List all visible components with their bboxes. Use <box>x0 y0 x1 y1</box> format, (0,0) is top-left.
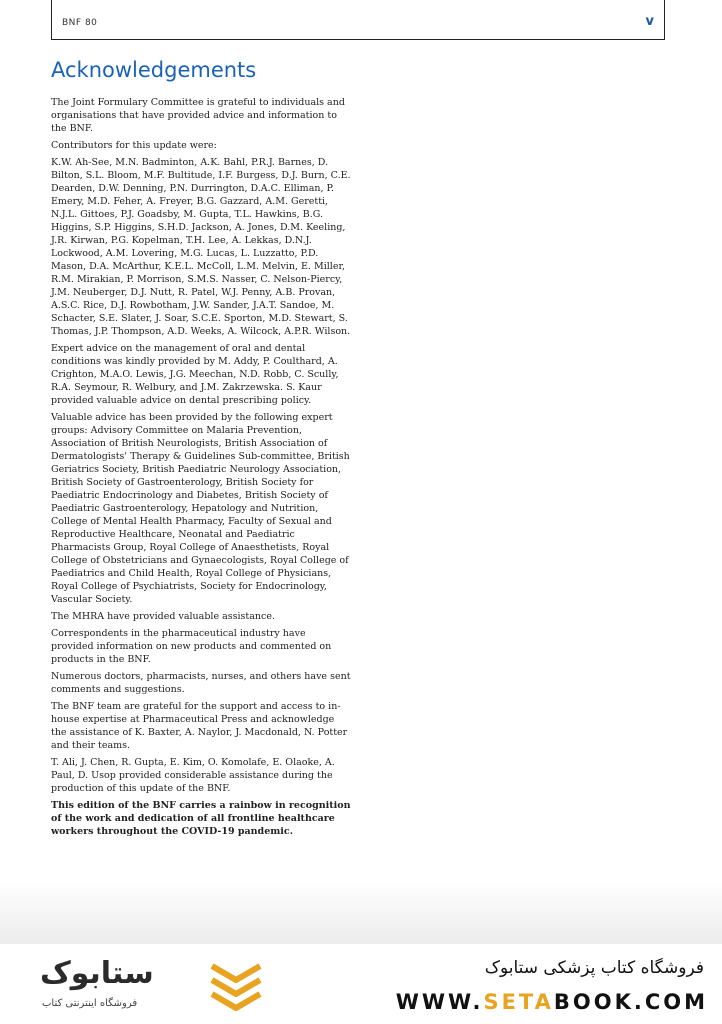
paragraph-bnf-team: The BNF team are grateful for the support and access to in-house expertise at Pharmaceutical Press and acknowledge the assistance of K. Baxter, A. Naylor, J. Macdonald, N. Potter and their teams. <box>51 701 348 751</box>
paragraph-contributors-list: K.W. Ah-See, M.N. Badminton, A.K. Bahl, P.R.J. Barnes, D. Bilton, S.L. Bloom, M.F. Bultitude, I.F. Burgess, D.J. Burn, C.E. Dearden, D.W. Denning, P.N. Durrington, D.A.C. Elliman, P. Emery, M.D. Feher, A. Freyer, B.G. Gazzard, A.M. Geretti, N.J.L. Gittoes, P.J. Goadsby, M. Gupta, T.L. Hawkins, B.G. Higgins, S.P. Higgins, S.H.D. Jackson, A. Jones, D.M. Keeling, J.R. Kirwan, P.G. Kopelman, T.H. Lee, A. Lekkas, D.N.J. Lockwood, A.M. Lovering, M.G. Lucas, L. Luzzatto, P.D. Mason, D.A. McArthur, K.E.L. McColl, L.M. Melvin, E. Miller, R.M. Mirakian, P. Morrison, S.M.S. Nasser, C. Nelson-Piercy, J.M. Neuberger, D.J. Nutt, R. Patel, W.J. Penny, A.B. Provan, A.S.C. Rice, D.J. Rowbotham, J.W. Sander, J.A.T. Sandoe, M. Schacter, S.E. Slater, J. Soar, S.C.E. Sporton, M.D. Stewart, S. Thomas, J.P. Thompson, A.D. Weeks, A. Wilcock, A.P.R. Wilson. <box>51 157 351 337</box>
paragraph-mhra: The MHRA have provided valuable assistance. <box>51 611 275 622</box>
closing-statement: This edition of the BNF carries a rainbow in recognition of the work and dedication of all frontline healthcare workers throughout the COVID-19 pandemic. <box>51 800 351 837</box>
paragraph-production: T. Ali, J. Chen, R. Gupta, E. Kim, O. Komolafe, E. Olaoke, A. Paul, D. Usop provided considerable assistance during the production of this update of the BNF. <box>51 757 335 794</box>
store-url <box>396 990 708 1014</box>
page-header-frame <box>51 0 665 40</box>
running-head: BNF 80 <box>62 18 98 28</box>
acknowledgements-body <box>51 96 351 842</box>
paragraph-industry: Correspondents in the pharmaceutical industry have provided information on new products and commented on products in the BNF. <box>51 628 332 665</box>
store-name: فروشگاه کتاب پزشکی ستابوک <box>484 958 704 978</box>
store-logo <box>30 956 280 1016</box>
logo-tagline: فروشگاه اینترنتی کتاب <box>42 998 138 1009</box>
paragraph-comments: Numerous doctors, pharmacists, nurses, and others have sent comments and suggestions. <box>51 671 351 695</box>
page-bottom-shadow <box>0 880 722 944</box>
paragraph-contributors-heading: Contributors for this update were: <box>51 140 217 151</box>
logo-brand-text: ستابوک <box>40 956 154 991</box>
paragraph-intro: The Joint Formulary Committee is grateful to individuals and organisations that have provided advice and information to the BNF. <box>51 97 345 134</box>
url-prefix: WWW. <box>395 990 484 1014</box>
url-accent: SETA <box>483 990 554 1014</box>
book-stack-icon <box>206 958 266 1014</box>
page-number: v <box>645 14 654 29</box>
page-title: Acknowledgements <box>51 58 257 82</box>
url-suffix: BOOK.COM <box>553 990 708 1014</box>
paragraph-dental-advice: Expert advice on the management of oral and dental conditions was kindly provided by M. Addy, P. Coulthard, A. Crighton, M.A.O. Lewis, J.G. Meechan, N.D. Robb, C. Scully, R.A. Seymour, R. Welbury, and J.M. Zakrzewska. S. Kaur provided valuable advice on dental prescribing policy. <box>51 343 339 406</box>
store-watermark-banner <box>0 944 722 1024</box>
paragraph-expert-groups: Valuable advice has been provided by the following expert groups: Advisory Committee on Malaria Prevention, Association of British Neurologists, British Association of Dermatologists' Therapy & Guidelines Sub-committee, British Geriatrics Society, British Paediatric Neurology Association, British Society of Gastroenterology, British Society for Paediatric Endocrinology and Diabetes, British Society of Paediatric Gastroenterology, Hepatology and Nutrition, College of Mental Health Pharmacy, Faculty of Sexual and Reproductive Healthcare, Neonatal and Paediatric Pharmacists Group, Royal College of Anaesthetists, Royal College of Obstetricians and Gynaecologists, Royal College of Paediatrics and Child Health, Royal College of Physicians, Royal College of Psychiatrists, Society for Endocrinology, Vascular Society. <box>51 412 350 605</box>
